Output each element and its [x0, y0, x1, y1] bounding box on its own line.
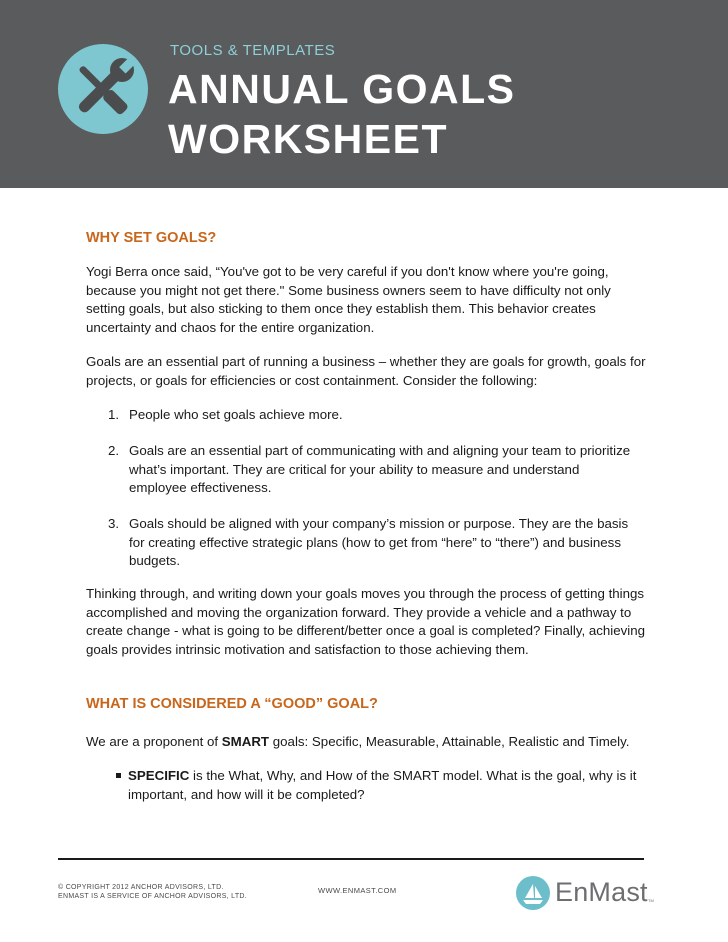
page-header — [0, 0, 728, 188]
paragraph-smart-intro — [86, 733, 646, 752]
list-text: People who set goals achieve more. — [129, 407, 343, 422]
copyright-line-1: © COPYRIGHT 2012 ANCHOR ADVISORS, LTD. — [58, 884, 224, 891]
intro-text-after: goals: Specific, Measurable, Attainable, Realistic and Timely. — [269, 734, 630, 749]
section-heading-good-goal: WHAT IS CONSIDERED A “GOOD” GOAL? — [86, 696, 378, 712]
header-kicker: TOOLS & TEMPLATES — [170, 42, 336, 59]
title-line-1: ANNUAL GOALS — [168, 66, 516, 112]
brand-logo: EnMast — [555, 877, 648, 907]
footer-divider — [58, 858, 644, 860]
section-heading-why-set-goals: WHY SET GOALS? — [86, 230, 217, 246]
trademark-mark: TM — [648, 898, 654, 903]
paragraph-goals-essential: Goals are an essential part of running a business – whether they are goals for growth, goals for projects, or goals for efficiencies or cost containment. Consider the following: — [86, 354, 646, 388]
sailboat-icon — [516, 876, 550, 910]
bullet-rest: is the What, Why, and How of the SMART model. What is the goal, why is it important, and how will it be completed? — [128, 768, 637, 802]
list-text: Goals are an essential part of communicating with and aligning your team to prioritize what’s important. They are critical for your ability to measure and understand employee effectiveness. — [129, 443, 631, 496]
footer-website: WWW.ENMAST.COM — [318, 886, 397, 895]
title-line-2: WORKSHEET — [168, 116, 448, 162]
list-number: 2. — [108, 443, 120, 458]
intro-text-before: We are a proponent of — [86, 734, 222, 749]
bullet-bold: SPECIFIC — [128, 768, 190, 783]
list-number: 1. — [108, 407, 120, 422]
paragraph-yogi-berra: Yogi Berra once said, “You've got to be very careful if you don't know where you're going, because you might not get there." Some business owners seem to have difficulty not only setting goals, but also sticking to them once they establish them. This behavior creates uncertainty and chaos for the entire organization. — [86, 264, 611, 335]
intro-text-bold: SMART — [221, 734, 270, 749]
list-number: 3. — [108, 516, 120, 531]
page-title — [168, 64, 516, 164]
wrench-screwdriver-icon — [58, 44, 148, 134]
list-text: Goals should be aligned with your company’s mission or purpose. They are the basis for creating effective strategic plans (how to get from “here” to “there”) and business budgets. — [129, 516, 629, 569]
square-bullet-icon — [116, 773, 121, 778]
paragraph-thinking-through: Thinking through, and writing down your goals moves you through the process of getting things accomplished and moving the organization forward. They provide a vehicle and a pathway to create change - what is going to be different/better once a goal is completed? Finally, achieving goals provides intrinsic motivation and satisfaction to those achieving them. — [86, 586, 646, 657]
copyright-line-2: ENMAST IS A SERVICE OF ANCHOR ADVISORS, LTD. — [58, 893, 248, 900]
bullet-text — [128, 767, 638, 804]
footer-copyright — [58, 883, 247, 901]
